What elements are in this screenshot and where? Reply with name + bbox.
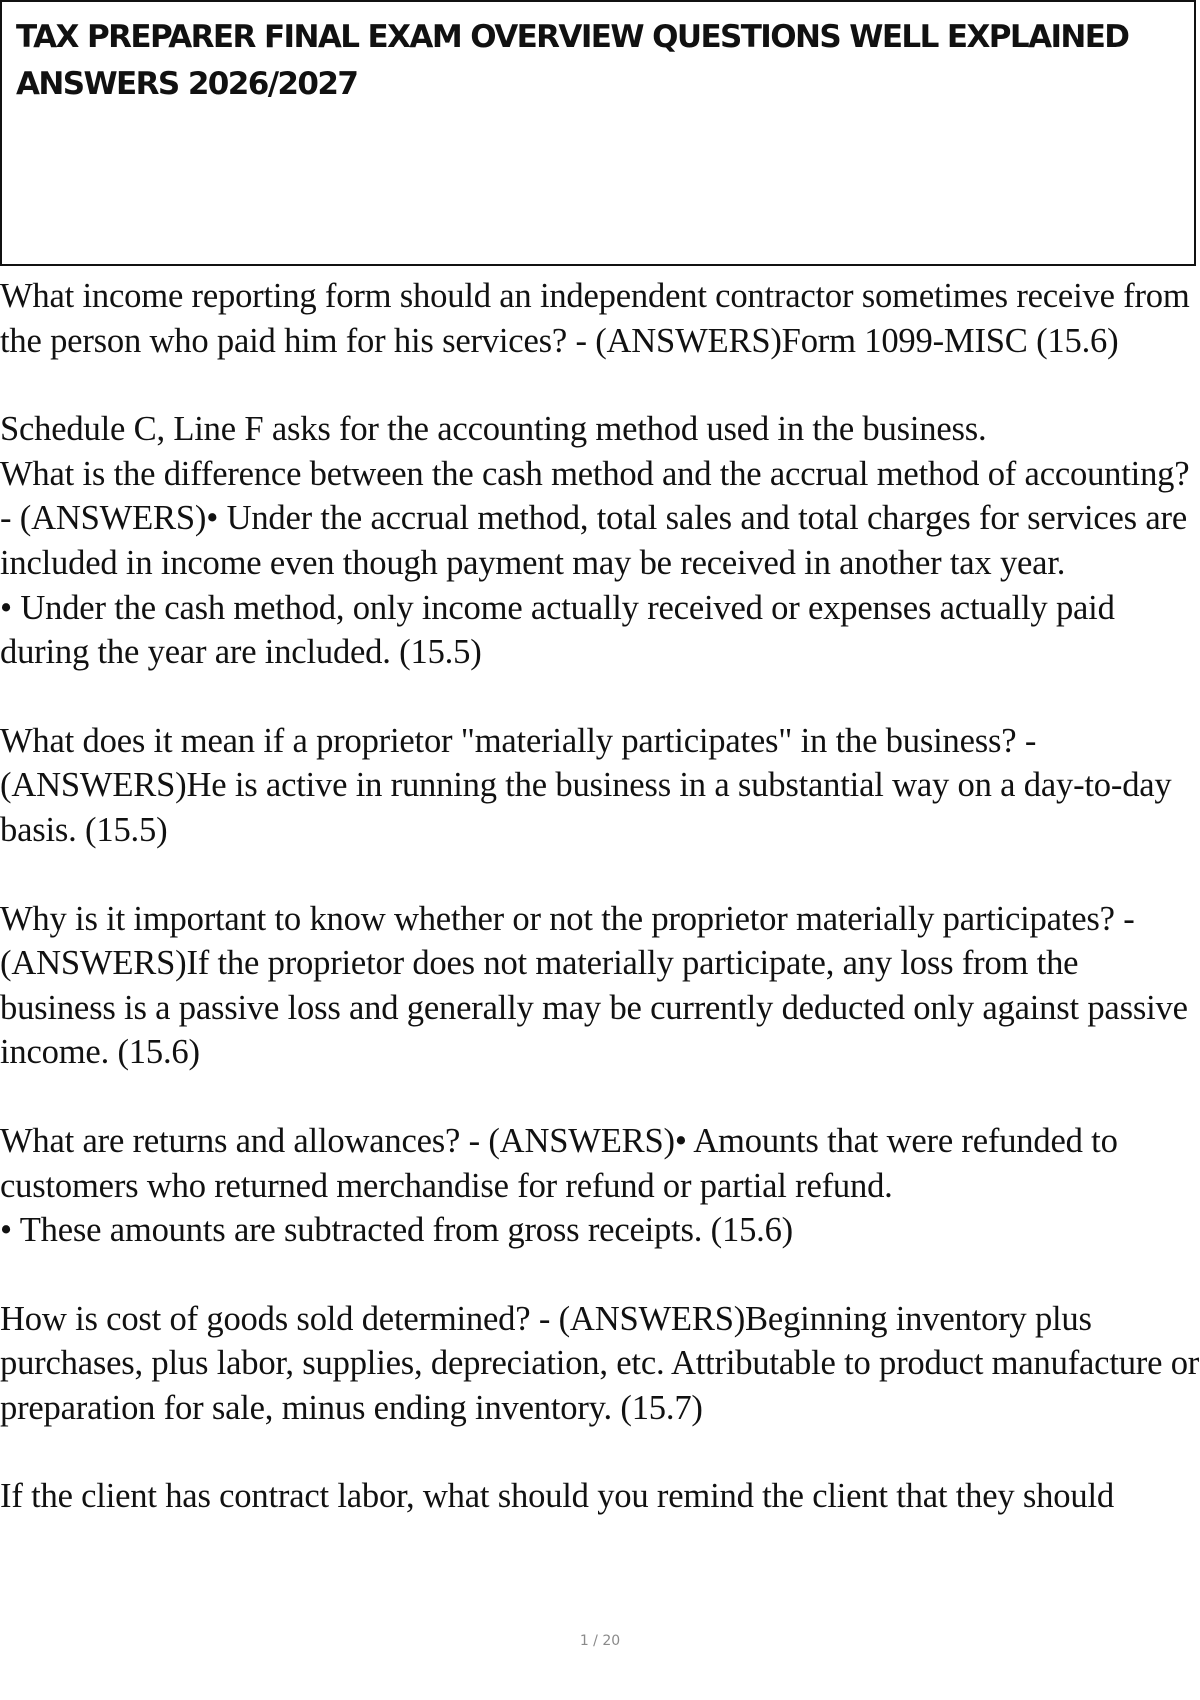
qa-entry-4: Why is it important to know whether or not the proprietor materially participates? - (ANSWERS)If the proprietor does not materially participate, any loss from the business is a passive loss and generally may be currently deducted only against passive income. (15.6): [0, 899, 1188, 1072]
qa-entry-7: If the client has contract labor, what should you remind the client that they should: [0, 1477, 1114, 1516]
qa-entry-6: How is cost of goods sold determined? - (ANSWERS)Beginning inventory plus purchases, plus labor, supplies, depreciation, etc. Attributable to product manufacture or preparation for sale, minus ending inventory. (15.7): [0, 1299, 1200, 1427]
page-number: 1 / 20: [579, 1633, 621, 1649]
document-title: TAX PREPARER FINAL EXAM OVERVIEW QUESTIONS WELL EXPLAINED ANSWERS 2026/2027: [16, 19, 1129, 102]
qa-entry-2: Schedule C, Line F asks for the accounting method used in the business. What is the difference between the cash method and the accrual method of accounting? - (ANSWERS)• Under the accrual method, total sales and total charges for services are included in income even though payment may be received in another tax year. • Under the cash method, only income actually received or expenses actually paid during the year are included. (15.5): [0, 410, 1190, 672]
qa-entry-1: What income reporting form should an independent contractor sometimes receive from the person who paid him for his services? - (ANSWERS)Form 1099-MISC (15.6): [0, 277, 1190, 360]
qa-entry-5: What are returns and allowances? - (ANSWERS)• Amounts that were refunded to customers who returned merchandise for refund or partial refund. • These amounts are subtracted from gross receipts. (15.6): [0, 1121, 1118, 1250]
qa-entry-3: What does it mean if a proprietor "materially participates" in the business? - (ANSWERS)He is active in running the business in a substantial way on a day-to-day basis. (15.5): [0, 721, 1172, 849]
document-body: [0, 274, 1200, 1604]
document-title-box: [0, 0, 1196, 266]
